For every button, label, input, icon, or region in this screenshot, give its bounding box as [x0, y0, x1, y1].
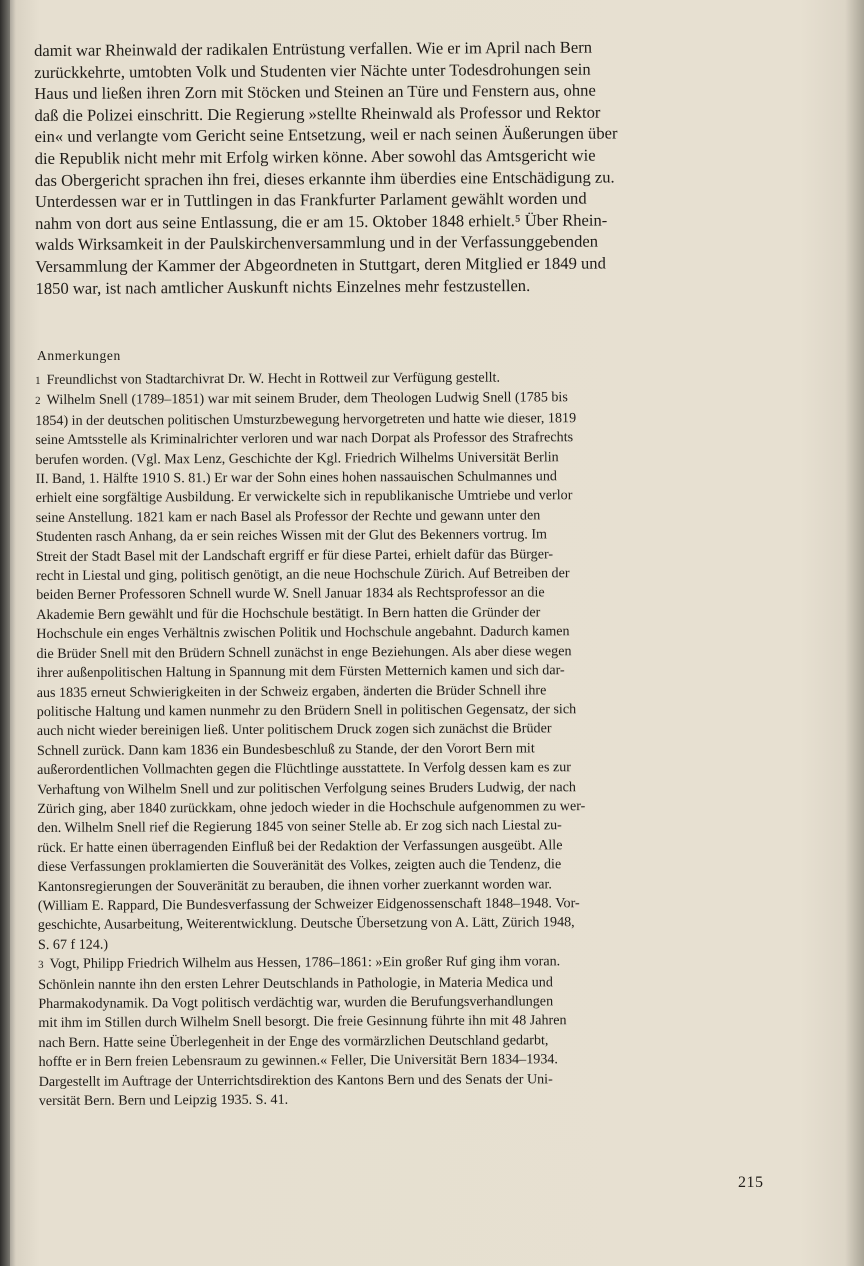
footnote-2: [35, 388, 774, 956]
body-line: Haus und ließen ihren Zorn mit Stöcken und Steinen an Türe und Fenstern aus, ohne: [34, 80, 596, 104]
footnote-line: seine Amtsstelle als Kriminalrichter verloren und war nach Dorpat als Professor des Strafrechts: [35, 429, 574, 449]
footnote-line: S. 67 f 124.): [37, 936, 109, 953]
body-line: das Obergericht sprachen ihn frei, dieses erkannte ihm überdies eine Entschädigung zu.: [34, 167, 615, 190]
footnote-line: Akademie Bern gewählt und für die Hochschule bestätigt. In Bern hatten die Gründer der: [36, 604, 541, 623]
footnote-line: aus 1835 erneut Schwierigkeiten in der Schweiz ergaben, änderten die Brüder Schnell ihre: [36, 681, 547, 701]
footnote-line: diese Verfassungen proklamierten die Souveränität des Volkes, zeigten auch die Tendenz, die: [37, 856, 562, 876]
footnotes: [35, 367, 775, 1111]
body-line: walds Wirksamkeit in der Paulskirchenversammlung und in der Verfassunggebenden: [35, 231, 599, 255]
footnote-line: 2 Wilhelm Snell (1789–1851) war mit seinem Bruder, dem Theologen Ludwig Snell (1785 bis: [35, 389, 568, 409]
footnote-line: Hochschule ein enges Verhältnis zwischen Politik und Hochschule angebahnt. Dadurch kamen: [36, 623, 570, 643]
footnote-line: außerordentlichen Vollmachten gegen die Flüchtlinge ausstattete. In Verfolg dessen kam es zur: [37, 759, 571, 779]
notes-heading: Anmerkungen: [37, 348, 121, 363]
body-line: Unterdessen war er in Tuttlingen in das Frankfurter Parlament gewählt worden und: [34, 188, 587, 212]
page-number: 215: [738, 1174, 764, 1191]
footnote-line: Dargestellt im Auftrage der Unterrichtsdirektion des Kantons Bern und des Senats der Uni-: [38, 1070, 553, 1090]
footnote-line: 1854) in der deutschen politischen Umsturzbewegung hervorgetreten und hatte wie dieser, 1819: [35, 409, 577, 429]
footnote-line: Schönlein nannte ihn den ersten Lehrer Deutschlands in Pathologie, in Materia Medica und: [38, 973, 553, 993]
footnote-line: Studenten rasch Anhang, da er sein reiches Wissen mit der Glut des Bekenners vortrug. Im: [35, 526, 548, 546]
body-line: die Republik nicht mehr mit Erfolg wirken könne. Aber sowohl das Amtsgericht wie: [34, 145, 596, 168]
body-line: Versammlung der Kammer der Abgeordneten in Stuttgart, deren Mitglied er 1849 und: [35, 253, 606, 276]
footnote-line: beiden Berner Professoren Schnell wurde W. Snell Januar 1834 als Rechtsprofessor an die: [36, 584, 545, 604]
footnote-line: die Brüder Snell mit den Brüdern Schnell zunächst in enge Beziehungen. Als aber diese wegen: [36, 642, 572, 662]
body-line: zurückkehrte, umtobten Volk und Studenten vier Nächte unter Todesdrohungen sein: [34, 59, 591, 82]
footnote-line: ihrer außenpolitischen Haltung in Spannung mit dem Fürsten Metternich kamen und sich dar-: [36, 662, 565, 682]
footnote-line: hoffte er in Bern freien Lebensraum zu gewinnen.« Feller, Die Universität Bern 1834–1934.: [38, 1051, 558, 1071]
footnote-line: berufen worden. (Vgl. Max Lenz, Geschichte der Kgl. Friedrich Wilhelms Universität Berlin: [35, 448, 559, 468]
footnote-line: politische Haltung und kamen nunmehr zu den Brüdern Snell in politischen Gegensatz, der sich: [36, 701, 577, 720]
footnote-line: Pharmakodynamik. Da Vogt politisch verdächtig war, wurden die Berufungsverhandlungen: [38, 993, 554, 1012]
footnote-line: auch nicht wieder bereinigen ließ. Unter politischem Druck zogen sich zunächst die Brüder: [36, 720, 552, 740]
footnote-line: 1 Freundlichst von Stadtarchivrat Dr. W. Hecht in Rottweil zur Verfügung gestellt.: [35, 369, 500, 388]
footnote-line: Schnell zurück. Dann kam 1836 ein Bundesbeschluß zu Stande, der den Vorort Bern mit: [36, 740, 535, 759]
footnote-line: seine Anstellung. 1821 kam er nach Basel als Professor der Rechte und gewann unter den: [35, 507, 541, 526]
footnote-line: den. Wilhelm Snell rief die Regierung 1845 von seiner Stelle ab. Er zog sich nach Liestal zu-: [37, 817, 562, 837]
body-line: nahm von dort aus seine Entlassung, die er am 15. Oktober 1848 erhielt.⁵ Über Rhein-: [35, 210, 608, 233]
footnote-line: nach Bern. Hatte seine Überlegenheit in der Enge des vormärzlichen Deutschland gedarbt,: [38, 1032, 549, 1051]
body-line: ein« und verlangte vom Gericht seine Entsetzung, weil er nach seinen Äußerungen über: [34, 123, 618, 147]
footnote-line: geschichte, Ausarbeitung, Weiterentwicklung. Deutsche Übersetzung von A. Lätt, Zürich 1948,: [37, 914, 575, 934]
footnote-line: 3 Vogt, Philipp Friedrich Wilhelm aus Hessen, 1786–1861: »Ein großer Ruf ging ihm voran.: [38, 953, 561, 973]
footnote-number: 2: [35, 395, 41, 408]
footnote-line: versität Bern. Bern und Leipzig 1935. S. 41.: [38, 1091, 289, 1110]
footnote-line: (William E. Rappard, Die Bundesverfassung der Schweizer Eidgenossenschaft 1848–1948. Vor-: [37, 895, 580, 914]
footnote-line: Zürich ging, aber 1840 zurückkam, ohne jedoch wieder in die Hochschule aufgenommen zu wer-: [37, 798, 586, 817]
body-line: damit war Rheinwald der radikalen Entrüstung verfallen. Wie er im April nach Bern: [34, 37, 593, 60]
footnote-line: II. Band, 1. Hälfte 1910 S. 81.) Er war der Sohn eines hohen nassauischen Schulmannes und: [35, 468, 557, 488]
footnote-line: recht in Liestal und ging, politisch genötigt, an die neue Hochschule Zürich. Auf Betreiben der: [36, 565, 570, 585]
body-line: daß die Polizei einschritt. Die Regierung »stellte Rheinwald als Professor und Rektor: [34, 102, 601, 125]
footnote-line: Streit der Stadt Basel mit der Landschaft ergriff er für diese Partei, erhielt dafür das Bürger-: [35, 545, 554, 565]
footnote-number: 1: [35, 374, 41, 387]
footnote-line: erhielt eine sorgfältige Ausbildung. Er verwickelte sich in republikanische Umtriebe und verlor: [35, 487, 573, 507]
book-spine-shadow: [0, 0, 10, 1266]
body-text: [34, 36, 754, 300]
footnote-line: Verhaftung von Wilhelm Snell und zur politischen Verfolgung seines Bruders Ludwig, der nach: [37, 778, 576, 798]
footnote-line: rück. Er hatte einen überragenden Einfluß bei der Redaktion der Verfassungen ausgeübt. Alle: [37, 836, 563, 856]
footnote-number: 3: [38, 959, 44, 972]
footnote-3: [38, 951, 775, 1111]
body-line: 1850 war, ist nach amtlicher Auskunft nichts Einzelnes mehr festzustellen.: [35, 275, 531, 298]
footnote-line: Kantonsregierungen der Souveränität zu berauben, die ihnen vorher zuerkannt worden war.: [37, 875, 552, 895]
footnote-line: mit ihm im Stillen durch Wilhelm Snell besorgt. Die freie Gesinnung führte ihn mit 48 Jahren: [38, 1012, 567, 1032]
